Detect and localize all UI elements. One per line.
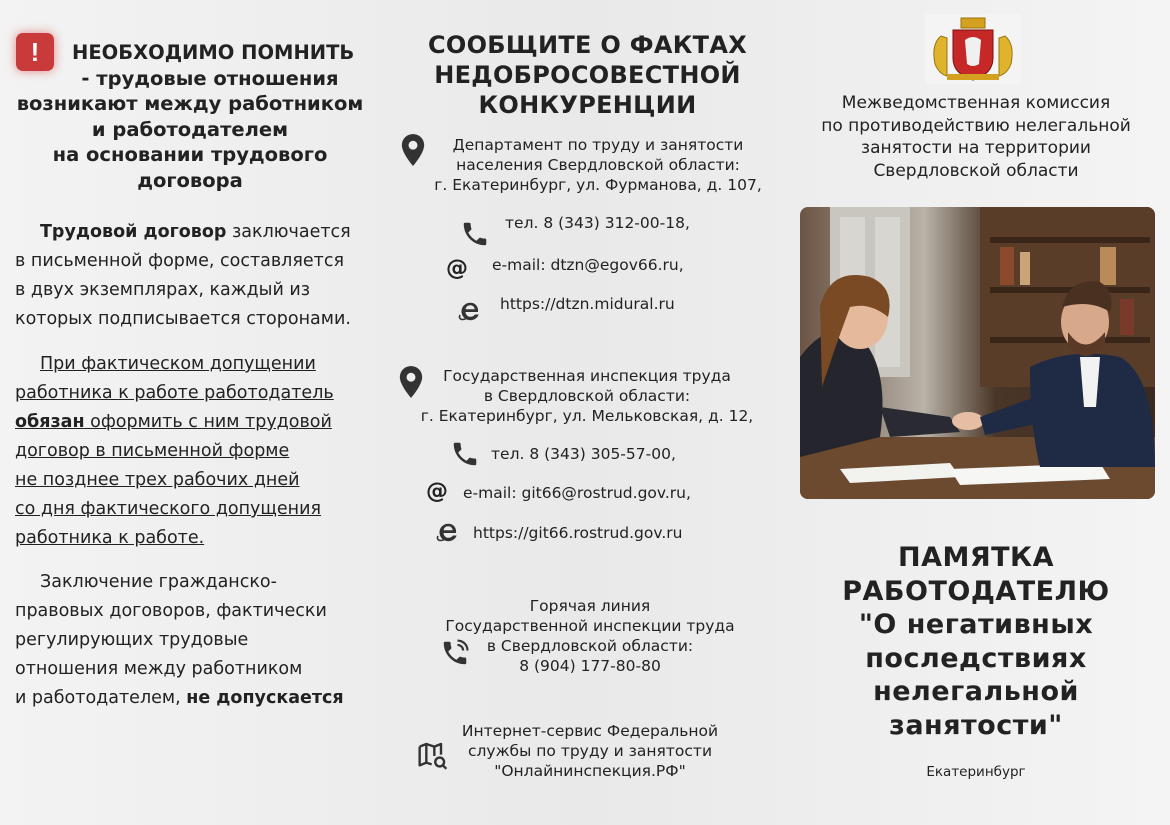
at-sign-icon: @ xyxy=(426,479,448,504)
hotline-info: Горячая линия Государственной инспекции труда в Свердловской области: 8 (904) 177-80-80 xyxy=(445,597,735,675)
online-service: Интернет-сервис Федеральной службы по труду и занятости "Онлайнинспекция.РФ" xyxy=(461,722,719,780)
remember-heading: НЕОБХОДИМО ПОМНИТЬ - трудовые отношения возникают между работником и работодателем на основании трудового договора xyxy=(16,41,364,192)
handshake-photo xyxy=(800,207,1155,499)
phone-icon xyxy=(460,219,490,249)
memo-title: ПАМЯТКА РАБОТОДАТЕЛЮ "О негативных последствиях нелегальной занятости" xyxy=(842,542,1110,741)
location-pin-icon xyxy=(400,133,426,167)
department-site[interactable]: https://dtzn.midural.ru xyxy=(500,295,675,313)
commission-name: Межведомственная комиссия по противодействию нелегальной занятости на территории Свердловской области xyxy=(821,93,1131,181)
inspection-email: e-mail: git66@rostrud.gov.ru, xyxy=(463,484,691,502)
phone-icon xyxy=(450,439,480,469)
department-email: e-mail: dtzn@egov66.ru, xyxy=(492,256,684,274)
right-column xyxy=(790,0,1170,825)
civil-contracts-paragraph: Заключение гражданско- правовых договоров, фактически регулирующих трудовые отношения между работником и работодателем, не допускается xyxy=(15,572,344,708)
warning-icon: ! xyxy=(16,33,54,71)
contract-paragraph: Трудовой договор заключается в письменной форме, составляется в двух экземплярах, каждый из которых подписывается сторонами. xyxy=(15,222,351,329)
inspection-site[interactable]: https://git66.rostrud.gov.ru xyxy=(473,524,683,542)
coat-of-arms-emblem xyxy=(925,14,1021,84)
middle-column xyxy=(390,0,785,825)
inspection-phone: тел. 8 (343) 305-57-00, xyxy=(491,445,676,463)
obligation-paragraph: При фактическом допущении работника к работе работодатель обязан оформить с ним трудовой договор в письменной форме не позднее трех рабочих дней со дня фактического допущения работника к работе. xyxy=(15,354,334,548)
inspection-address: Государственная инспекция труда в Свердловской области: г. Екатеринбург, ул. Мельковская, д. 12, xyxy=(420,367,754,425)
at-sign-icon: @ xyxy=(446,256,468,281)
report-title: СООБЩИТЕ О ФАКТАХ НЕДОБРОСОВЕСТНОЙ КОНКУРЕНЦИИ xyxy=(427,31,748,119)
left-column xyxy=(0,0,385,825)
department-phone: тел. 8 (343) 312-00-18, xyxy=(505,214,690,232)
browser-e-icon xyxy=(436,520,460,544)
city-label: Екатеринбург xyxy=(926,764,1026,780)
browser-e-icon xyxy=(458,299,482,323)
department-address: Департамент по труду и занятости населения Свердловской области: г. Екатеринбург, ул. Фурманова, д. 107, xyxy=(434,136,762,194)
